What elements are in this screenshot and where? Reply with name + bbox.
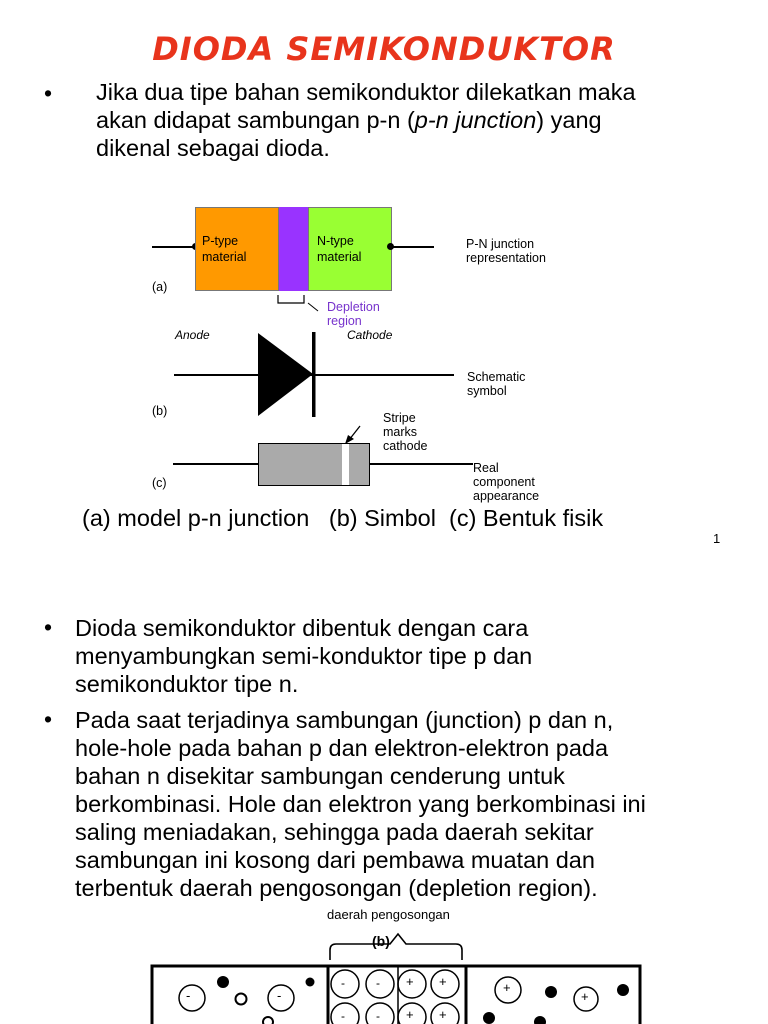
- bullet-2-line: saling meniadakan, sehingga pada daerah sekitar: [75, 819, 594, 845]
- plus-sign: +: [439, 974, 447, 989]
- minus-sign: -: [376, 1009, 380, 1023]
- bullet-item-1: [44, 614, 646, 698]
- terminal-dot-right: [387, 243, 394, 250]
- minus-sign: -: [277, 988, 282, 1003]
- diode-symbol-icon: [256, 330, 320, 420]
- lead-right-a: [392, 246, 434, 248]
- label-b: (b): [152, 404, 168, 418]
- depletion-diagram: [140, 926, 660, 1024]
- minus-sign: -: [186, 988, 191, 1003]
- real-component-label: Real component appearance: [473, 461, 540, 503]
- p-type-label: P-type material: [202, 234, 247, 264]
- diagram-label-b: (b): [372, 933, 390, 949]
- bullet-list: [44, 614, 646, 902]
- cathode-label: Cathode: [347, 328, 393, 342]
- anode-label: Anode: [175, 328, 210, 342]
- bullet-2-line: sambungan ini kosong dari pembawa muatan dan: [75, 847, 595, 873]
- page-number: 1: [713, 531, 721, 546]
- intro-line-2-end: ) yang: [536, 107, 602, 133]
- plus-sign: +: [581, 989, 589, 1004]
- plus-sign: +: [439, 1007, 447, 1022]
- depletion-block: [279, 207, 309, 291]
- bullet-2-line: hole-hole pada bahan p dan elektron-elektron pada: [75, 735, 609, 761]
- bullet-glyph: •: [44, 614, 53, 640]
- intro-line-3: dikenal sebagai dioda.: [96, 135, 330, 161]
- figure-caption: (a) model p-n junction (b) Simbol (c) Bentuk fisik: [82, 505, 604, 531]
- minus-sign: -: [341, 976, 345, 990]
- minus-sign: -: [341, 1009, 345, 1023]
- slide-title: DIODA SEMIKONDUKTOR: [152, 30, 616, 68]
- bullet-1-line: semikonduktor tipe n.: [75, 671, 299, 697]
- component-body: [258, 443, 370, 486]
- intro-line-2: [96, 106, 602, 134]
- stripe-marks-cathode-label: Stripe marks cathode: [383, 411, 428, 453]
- lead-left-a: [152, 246, 196, 248]
- plus-sign: +: [406, 974, 414, 989]
- label-c: (c): [152, 476, 167, 490]
- bullet-item-2: [44, 706, 646, 902]
- bullet-1-line: Dioda semikonduktor dibentuk dengan cara: [75, 615, 529, 641]
- depletion-bracket: [272, 292, 332, 316]
- cathode-stripe: [342, 444, 349, 485]
- schematic-symbol-label: Schematic symbol: [467, 370, 526, 398]
- minus-sign: -: [376, 976, 380, 990]
- plus-sign: +: [503, 980, 511, 995]
- depletion-area-label: daerah pengosongan: [327, 907, 450, 922]
- intro-line-1: Jika dua tipe bahan semikonduktor dilekatkan maka: [96, 79, 636, 105]
- label-a: (a): [152, 280, 168, 294]
- bullet-2-line: Pada saat terjadinya sambungan (junction) p dan n,: [75, 707, 614, 733]
- bullet-2-line: terbentuk daerah pengosongan (depletion region).: [75, 875, 598, 901]
- bullet-1-line: menyambungkan semi-konduktor tipe p dan: [75, 643, 533, 669]
- intro-line-2-italic: p-n junction: [414, 107, 537, 133]
- bullet-glyph: •: [44, 80, 53, 106]
- intro-line-2-start: akan didapat sambungan p-n (: [96, 107, 415, 133]
- bullet-2-line: berkombinasi. Hole dan elektron yang berkombinasi ini: [75, 791, 646, 817]
- bullet-glyph: •: [44, 706, 53, 732]
- bullet-2-line: bahan n disekitar sambungan cenderung untuk: [75, 763, 565, 789]
- plus-sign: +: [406, 1007, 414, 1022]
- pn-representation-label: P-N junction representation: [466, 237, 546, 265]
- depletion-region-label: Depletion region: [327, 300, 380, 328]
- n-type-label: N-type material: [317, 234, 362, 264]
